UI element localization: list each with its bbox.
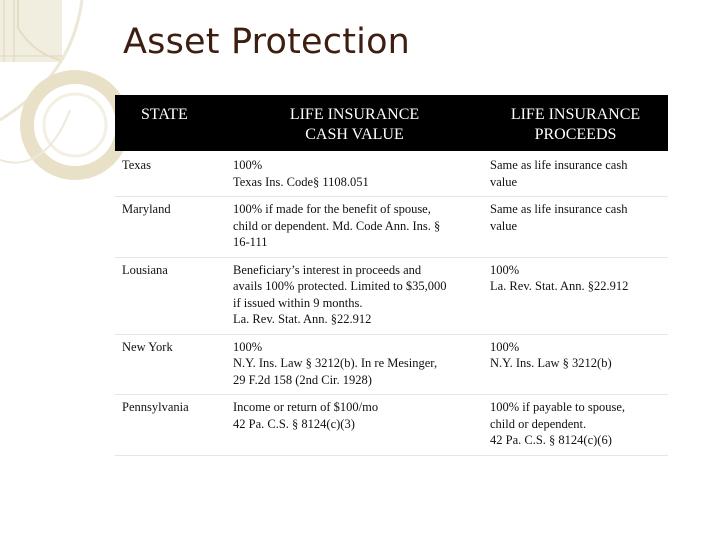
cell-cash-value: Beneficiary’s interest in proceeds and avails 100% protected. Limited to $35,000 if issued within 9 months. La. Rev. Stat. Ann. §22.912 [226, 257, 483, 334]
cell-state: New York [115, 334, 226, 395]
header-cash-value: LIFE INSURANCE CASH VALUE [226, 95, 483, 151]
asset-protection-table [115, 95, 668, 456]
table-row [115, 151, 668, 197]
cell-cash-value: 100% Texas Ins. Code§ 1108.051 [226, 151, 483, 197]
cell-state: Texas [115, 151, 226, 197]
slide-title: Asset Protection [123, 22, 411, 62]
cell-state: Maryland [115, 197, 226, 258]
cell-proceeds: 100% if payable to spouse, child or dependent. 42 Pa. C.S. § 8124(c)(6) [483, 395, 668, 456]
cell-cash-value: Income or return of $100/mo 42 Pa. C.S. § 8124(c)(3) [226, 395, 483, 456]
cell-cash-value: 100% if made for the benefit of spouse, child or dependent. Md. Code Ann. Ins. § 16-111 [226, 197, 483, 258]
cell-proceeds: 100% La. Rev. Stat. Ann. §22.912 [483, 257, 668, 334]
cell-proceeds: 100% N.Y. Ins. Law § 3212(b) [483, 334, 668, 395]
table-row [115, 257, 668, 334]
cell-state: Lousiana [115, 257, 226, 334]
header-proceeds: LIFE INSURANCE PROCEEDS [483, 95, 668, 151]
cell-cash-value: 100% N.Y. Ins. Law § 3212(b). In re Mesinger, 29 F.2d 158 (2nd Cir. 1928) [226, 334, 483, 395]
table-row [115, 395, 668, 456]
cell-state: Pennsylvania [115, 395, 226, 456]
header-state: STATE [115, 95, 226, 151]
table-row [115, 197, 668, 258]
cell-proceeds: Same as life insurance cash value [483, 197, 668, 258]
table-row [115, 334, 668, 395]
cell-proceeds: Same as life insurance cash value [483, 151, 668, 197]
table-header-row [115, 95, 668, 151]
